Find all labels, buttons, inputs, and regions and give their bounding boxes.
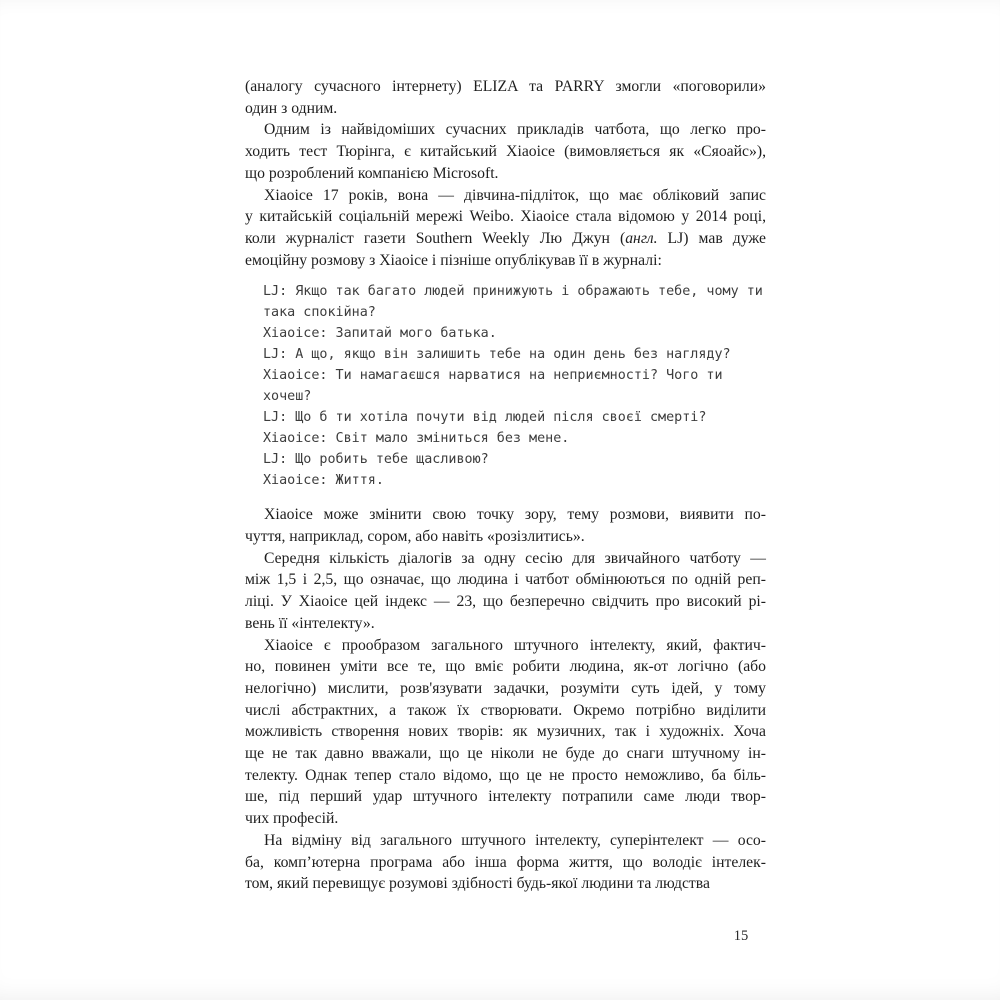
dialogue-line: така спокійна? — [263, 305, 376, 321]
paragraph — [245, 548, 766, 635]
dialogue-line: Xiaoice: Запитай мого батька. — [263, 326, 497, 342]
dialogue-line: хочеш? — [263, 389, 312, 405]
dialogue-line: LJ: А що, якщо він залишить тебе на один день без нагляду? — [263, 347, 731, 363]
text-line: числі абстрактних, а також їх створювати. Окремо потрібно виділити — [245, 701, 766, 719]
dialogue-line: Xiaoice: Ти намагаєшся нарватися на неприємності? Чого ти — [263, 368, 723, 384]
text-line: том, який перевищує розумові здібності будь-якої людини та людства — [245, 875, 710, 893]
paragraph — [245, 504, 766, 547]
dialogue-line: Xiaoice: Життя. — [263, 473, 384, 489]
dialogue-block — [245, 281, 766, 491]
text-line: чих професій. — [245, 810, 339, 828]
text-line: ходить тест Тюрінга, є китайський Xiaoice (вимовляється як «Сяоайс»), — [245, 143, 766, 161]
text-line: но, повинен уміти все те, що вміє робити людина, як-от логічно (або — [245, 658, 766, 676]
page-number: 15 — [733, 928, 749, 944]
text-line: На відміну від загального штучного інтелекту, суперінтелект — осо- — [264, 831, 766, 849]
dialogue-line: Xiaoice: Світ мало зміниться без мене. — [263, 431, 570, 447]
text-line: телекту. Однак тепер стало відомо, що це не просто неможливо, ба біль- — [245, 766, 766, 784]
dialogue-line: LJ: Що робить тебе щасливою? — [263, 452, 489, 468]
text-line: у китайській соціальній мережі Weibo. Xiaoice стала відомою у 2014 році, — [245, 208, 766, 226]
text-block — [245, 76, 766, 895]
text-line: між 1,5 і 2,5, що означає, що людина і чатбот обмінюються по одній реп- — [245, 571, 766, 589]
dialogue-line: LJ: Якщо так багато людей принижують і ображають тебе, чому ти — [263, 284, 763, 300]
text-line: нелогічно) мислити, розв'язувати задачки, розуміти суть ідей, у тому — [245, 679, 766, 697]
text-line: ше, під перший удар штучного інтелекту потрапили саме люди твор- — [245, 788, 766, 806]
paragraph — [245, 635, 766, 830]
text-line: Xiaoice є прообразом загального штучного інтелекту, який, фактич- — [264, 636, 766, 654]
text-line: Xiaoice може змінити свою точку зору, тему розмови, виявити по- — [264, 506, 766, 524]
text-line: можливість створення нових творів: як музичних, так і художніх. Хоча — [245, 723, 766, 741]
text-line: ба, комп’ютерна програма або інша форма життя, що володіє інтелек- — [245, 853, 766, 871]
paragraph — [245, 185, 766, 272]
text-line — [245, 228, 766, 250]
paragraph — [245, 76, 766, 119]
text-line: Середня кількість діалогів за одну сесію для звичайного чатботу — — [264, 549, 766, 567]
dialogue-line: LJ: Що б ти хотіла почути від людей після своєї смерті? — [263, 410, 707, 426]
text-line: (аналогу сучасного інтернету) ELIZA та PARRY змогли «поговорили» — [245, 78, 766, 95]
text-line: емоційну розмову з Xiaoice і пізніше опублікував її в журналі: — [245, 251, 662, 269]
text-segment: коли журналіст газети Southern Weekly Лю Джун ( — [245, 229, 626, 247]
text-line: ліці. У Xiaoice цей індекс — 23, що безперечно свідчить про високий рі- — [245, 593, 766, 611]
text-line: вень її «інтелекту». — [245, 614, 375, 632]
text-line: один з одним. — [245, 99, 338, 117]
paragraph — [245, 119, 766, 184]
text-segment: LJ) мав дуже — [657, 229, 766, 247]
text-line: що розроблений компанією Microsoft. — [245, 164, 499, 182]
text-line: чуття, наприклад, сором, або навіть «розізлитись». — [245, 528, 585, 546]
text-segment-italic: англ. — [625, 229, 658, 247]
text-line: Xiaoice 17 років, вона — дівчина-підліток, що має обліковий запис — [264, 186, 766, 204]
paragraph — [245, 830, 766, 895]
text-line: Одним із найвідоміших сучасних прикладів чатбота, що легко про- — [264, 121, 766, 139]
text-line: ще не так давно вважали, що це ніколи не буде до снаги штучному ін- — [245, 745, 766, 763]
